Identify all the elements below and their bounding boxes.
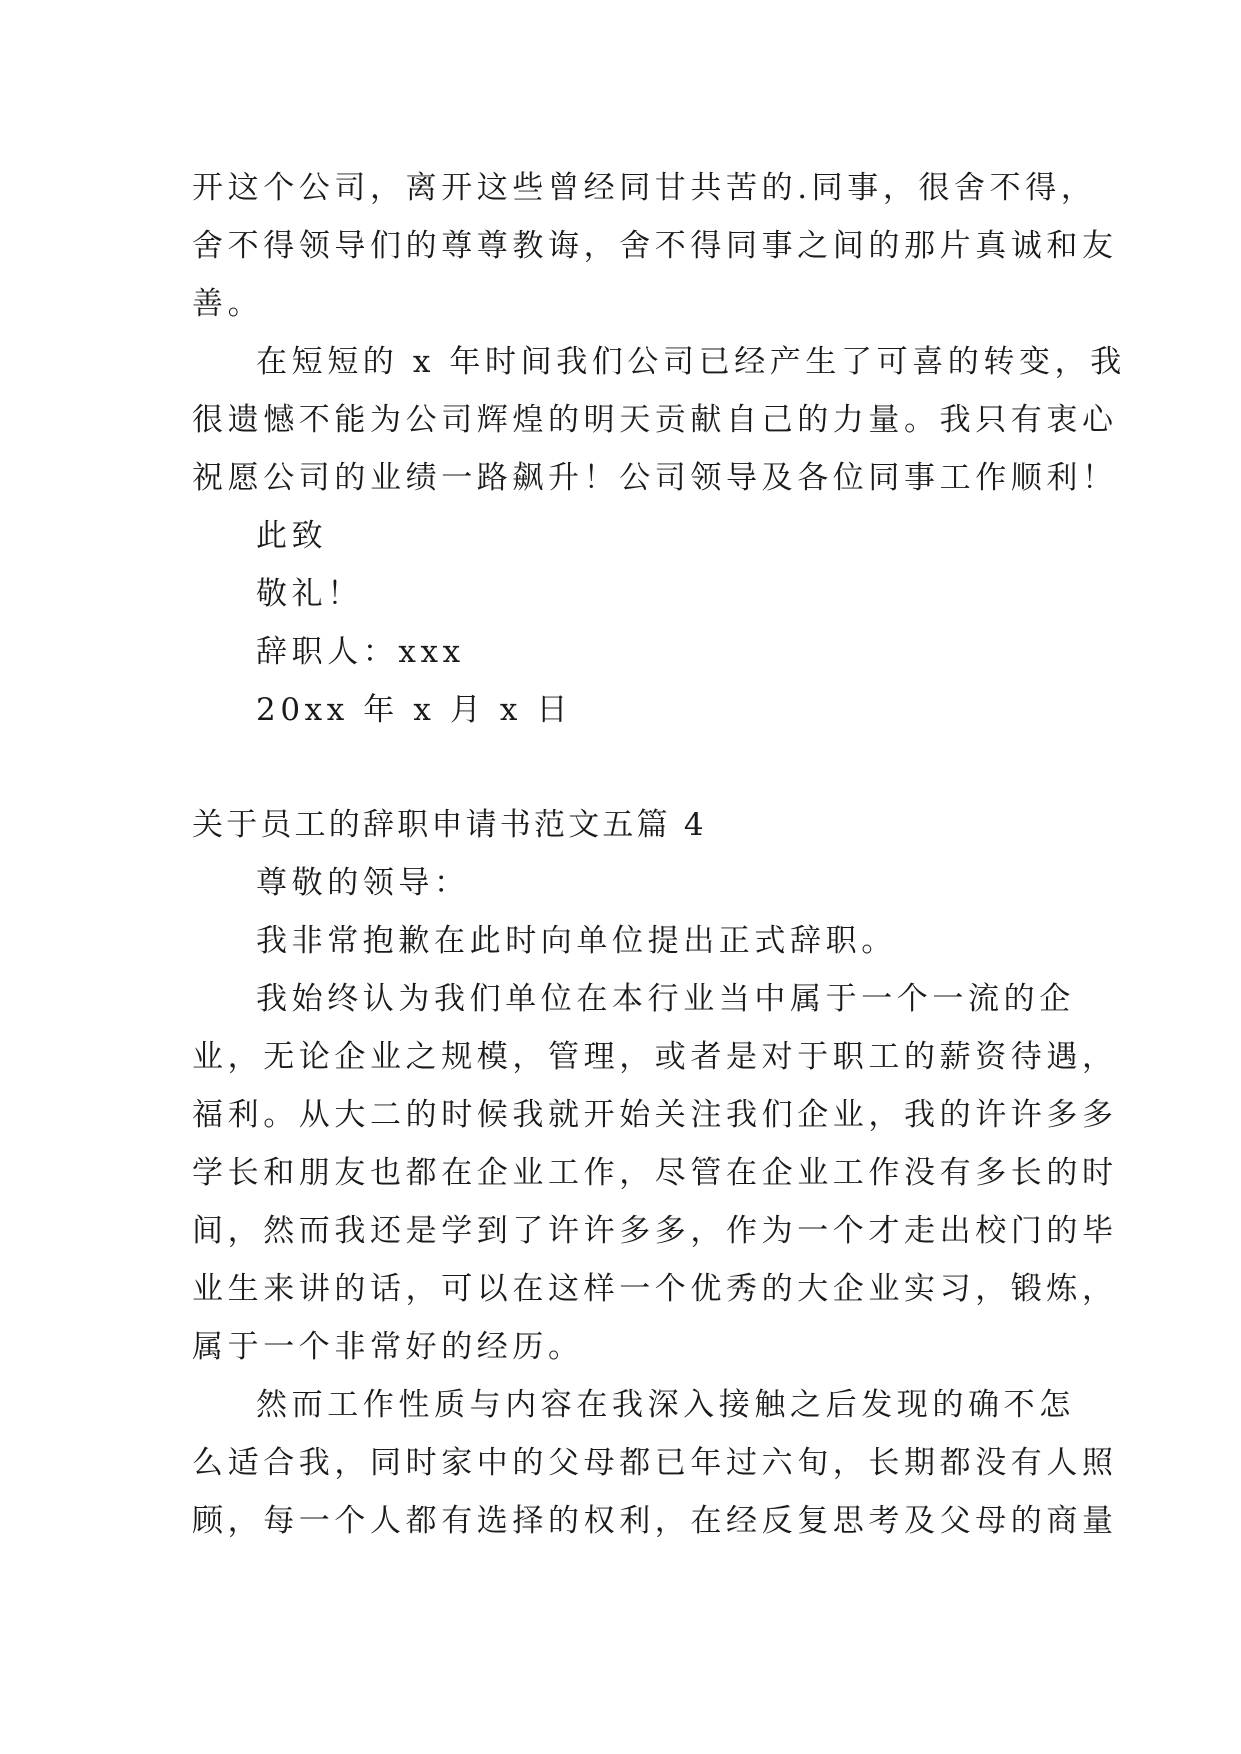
text-line: 业，无论企业之规模，管理，或者是对于职工的薪资待遇， [192,1039,1118,1075]
text-line: 舍不得领导们的尊尊教诲，舍不得同事之间的那片真诚和友 [192,228,1118,264]
text-line: 在短短的 x 年时间我们公司已经产生了可喜的转变，我 [256,344,1126,380]
text-line: 我非常抱歉在此时向单位提出正式辞职。 [256,923,897,959]
section-title: 关于员工的辞职申请书范文五篇 4 [192,807,707,843]
text-line: 业生来讲的话，可以在这样一个优秀的大企业实习，锻炼， [192,1271,1118,1307]
text-line: 我始终认为我们单位在本行业当中属于一个一流的企 [256,981,1075,1017]
text-line: 顾，每一个人都有选择的权利，在经反复思考及父母的商量 [192,1503,1118,1539]
text-line: 属于一个非常好的经历。 [192,1329,584,1365]
signer-line: 辞职人：xxx [256,634,465,670]
text-line: 祝愿公司的业绩一路飙升！公司领导及各位同事工作顺利！ [192,460,1118,496]
text-line: 开这个公司，离开这些曾经同甘共苦的.同事，很舍不得， [192,170,1097,206]
text-line: 很遗憾不能为公司辉煌的明天贡献自己的力量。我只有衷心 [192,402,1118,438]
date-line: 20xx 年 x 月 x 日 [256,692,573,728]
closing-respect: 敬礼！ [256,576,363,612]
text-line: 善。 [192,286,264,322]
greeting: 尊敬的领导： [256,865,470,901]
text-line: 间，然而我还是学到了许许多多，作为一个才走出校门的毕 [192,1213,1118,1249]
text-line: 福利。从大二的时候我就开始关注我们企业，我的许许多多 [192,1097,1118,1133]
text-line: 么适合我，同时家中的父母都已年过六旬，长期都没有人照 [192,1445,1118,1481]
text-line: 然而工作性质与内容在我深入接触之后发现的确不怎 [256,1387,1075,1423]
text-line: 学长和朋友也都在企业工作，尽管在企业工作没有多长的时 [192,1155,1118,1191]
closing-salutation: 此致 [256,518,328,554]
